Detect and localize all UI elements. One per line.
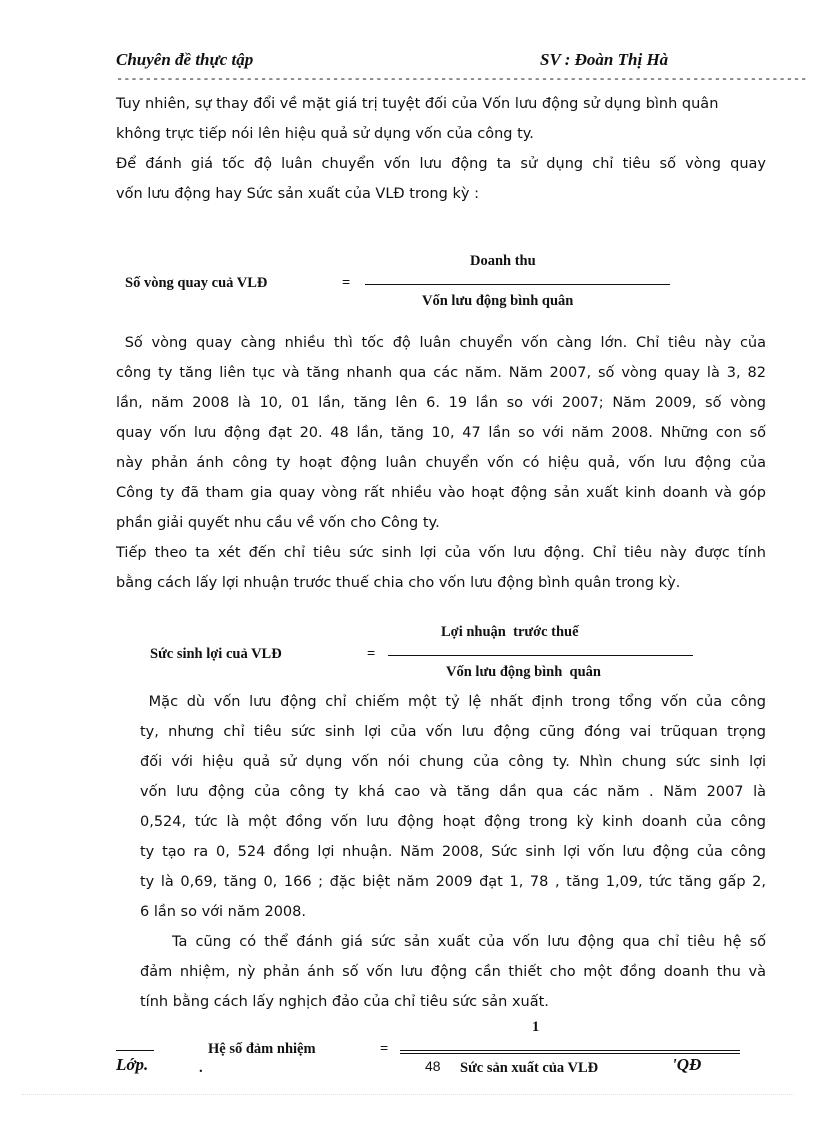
para4-line8: 6 lần so với năm 2008.	[140, 904, 306, 920]
header-right: SV : Đoàn Thị Hà	[540, 50, 669, 69]
para1-line3: Để đánh giá tốc độ luân chuyển vốn lưu động ta sử dụng chỉ tiêu số vòng quay	[116, 156, 766, 172]
formula3-denominator: Sức sản xuất của VLĐ	[460, 1060, 599, 1076]
para2-line5: này phản ánh công ty hoạt động luân chuyển vốn có hiệu quả, vốn lưu động của	[116, 455, 766, 471]
formula2-numerator: Lợi nhuận trước thuế	[441, 624, 579, 640]
formula1-label: Số vòng quay cuả VLĐ	[125, 275, 268, 291]
header-left: Chuyên đề thực tập	[116, 50, 254, 69]
footer-right-text: QĐ	[676, 1055, 702, 1074]
para4-line1: Mặc dù vốn lưu động chỉ chiếm một tỷ lệ nhất định trong tổng vốn của công	[140, 694, 766, 710]
formula3-label: Hệ số đảm nhiệm	[208, 1041, 316, 1057]
formula1-numerator: Doanh thu	[470, 253, 536, 269]
para1-line1: Tuy nhiên, sự thay đổi về mặt giá trị tuyệt đối của Vốn lưu động sử dụng bình quân	[116, 96, 719, 112]
page-number: 48	[425, 1058, 441, 1074]
footer-left	[116, 1055, 148, 1075]
footer-left-text: Lớp	[116, 1055, 145, 1074]
formula1-denominator: Vốn lưu động bình quân	[422, 293, 574, 309]
para3-line2: bằng cách lấy lợi nhuận trước thuế chia cho vốn lưu động bình quân trong kỳ.	[116, 575, 681, 591]
formula3-fraction-bar-2	[400, 1053, 740, 1054]
page-bottom-border	[22, 1094, 794, 1095]
para5-line3: tính bằng cách lấy nghịch đảo của chỉ tiêu sức sản xuất.	[140, 994, 549, 1010]
footer-small-dot: .	[199, 1060, 203, 1076]
para3-line1: Tiếp theo ta xét đến chỉ tiêu sức sinh lợi của vốn lưu động. Chỉ tiêu này được tính	[116, 545, 766, 561]
para2-line3: lần, năm 2008 là 10, 01 lần, tăng lên 6. 19 lần so với 2007; Năm 2009, số vòng	[116, 395, 766, 411]
footer-right-mark: '	[672, 1055, 677, 1074]
para4-line2: ty, nhưng chỉ tiêu sức sinh lợi của vốn lưu động cũng đóng vai trũquan trọng	[140, 724, 766, 740]
header-rule: ------------------------------------------------------------------------------------------------	[116, 72, 808, 86]
para2-line4: quay vốn lưu động đạt 20. 48 lần, tăng 10, 47 lần so với năm 2008. Những con số	[116, 425, 766, 441]
formula2-label: Sức sinh lợi cuả VLĐ	[150, 646, 282, 662]
para2-line1: Số vòng quay càng nhiều thì tốc độ luân chuyển vốn càng lớn. Chỉ tiêu này của	[116, 335, 766, 351]
para4-line7: ty là 0,69, tăng 0, 166 ; đặc biệt năm 2009 đạt 1, 78 , tăng 1,09, tức tăng gấp 2,	[140, 874, 766, 890]
formula1-equals: =	[342, 275, 351, 291]
para4-line6: ty tạo ra 0, 524 đồng lợi nhuận. Năm 2008, Sức sinh lợi vốn lưu động của công	[140, 844, 766, 860]
para2-line6: Công ty đã tham gia quay vòng rất nhiều vào hoạt động sản xuất kinh doanh và góp	[116, 485, 766, 501]
formula1-fraction-bar	[365, 284, 670, 285]
formula2-equals: =	[367, 646, 376, 662]
formula3-equals: =	[380, 1041, 389, 1057]
formula2-fraction-bar	[388, 655, 693, 656]
para4-line5: 0,524, tức là một đồng vốn lưu động hoạt động trong kỳ kinh doanh của công	[140, 814, 766, 830]
para1-line2: không trực tiếp nói lên hiệu quả sử dụng vốn của công ty.	[116, 126, 534, 142]
formula3-numerator: 1	[532, 1019, 540, 1035]
para5-line2: đảm nhiệm, nỳ phản ánh số vốn lưu động cần thiết cho một đồng doanh thu và	[140, 964, 766, 980]
para2-line2: công ty tăng liên tục và tăng nhanh qua các năm. Năm 2007, số vòng quay là 3, 82	[116, 365, 766, 381]
para2-line7: phần giải quyết nhu cầu về vốn cho Công ty.	[116, 515, 440, 531]
formula3-fraction-bar	[400, 1050, 740, 1051]
footer-left-dot: .	[144, 1055, 149, 1074]
formula2-denominator: Vốn lưu động bình quân	[446, 664, 601, 680]
para5-line1: Ta cũng có thể đánh giá sức sản xuất của vốn lưu động qua chỉ tiêu hệ số	[172, 934, 766, 950]
para1-line4: vốn lưu động hay Sức sản xuất của VLĐ trong kỳ :	[116, 186, 479, 202]
footer-left-rule	[116, 1050, 154, 1051]
footer-right	[672, 1055, 701, 1075]
para4-line4: vốn lưu động của công ty khá cao và tăng dần qua các năm . Năm 2007 là	[140, 784, 766, 800]
para4-line3: đối với hiệu quả sử dụng vốn nói chung của công ty. Nhìn chung sức sinh lợi	[140, 754, 766, 770]
